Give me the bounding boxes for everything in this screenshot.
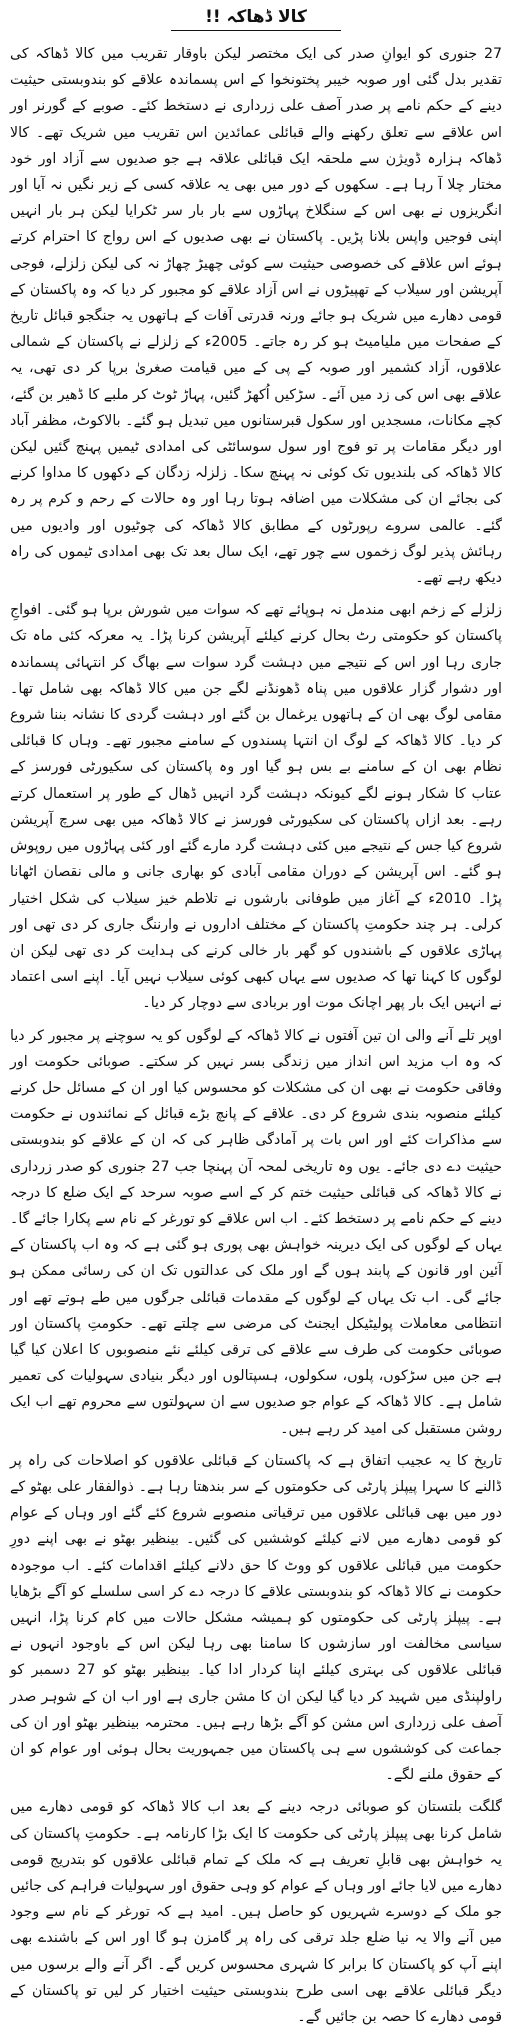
paragraph-3: اوپر تلے آنے والی ان تین آفتوں نے کالا ڈھاکہ کے لوگوں کو یہ سوچنے پر مجبور کر دیا کہ وہ اب مزید اس انداز میں زندگی بسر نہیں کر سکتے۔ صوبائی حکومت اور وفاقی حکومت نے بھی ان کی مشکلات کو محسوس کیا اور ان کے مسائل حل کرنے کیلئے منصوبہ بندی شروع کر دی۔ علاقے کے پانچ بڑے قبائل کے نمائندوں نے حکومت سے مذاکرات کئے اور اس بات پر آمادگی ظاہر کی کہ ان کے علاقے کو بندوبستی حیثیت دے دی جائے۔ یوں وہ تاریخی لمحہ آن پہنچا جب 27 جنوری کو صدر زرداری نے کالا ڈھاکہ کی قبائلی حیثیت ختم کر کے اسے صوبہ سرحد کے ایک ضلع کا درجہ دینے کے حکم نامے پر دستخط کئے۔ اب اس علاقے کو تورغر کے نام سے پکارا جائے گا۔ یہاں کے لوگوں کی ایک دیرینہ خواہش بھی پوری ہو گئی ہے کہ وہ اب پاکستان کے آئین اور قانون کے پابند ہوں گے اور ملک کی عدالتوں تک ان کی رسائی ممکن ہو جائے گی۔ اب تک یہاں کے لوگوں کے مقدمات قبائلی جرگوں میں طے ہوتے تھے اور انتظامی معاملات پولیٹیکل ایجنٹ کی مرضی سے چلتے تھے۔ حکومتِ پاکستان اور صوبائی حکومت کی طرف سے علاقے کی ترقی کیلئے نئے منصوبوں کا اعلان کیا گیا ہے جن میں سڑکوں، پلوں، سکولوں، ہسپتالوں اور دیگر بنیادی سہولیات کی تعمیر شامل ہے۔ کالا ڈھاکہ کے عوام جو صدیوں سے ان سہولتوں سے محروم تھے اب ایک روشن مستقبل کی امید کر رہے ہیں۔ [10,1027,502,1437]
paragraph-4: تاریخ کا یہ عجیب اتفاق ہے کہ پاکستان کے قبائلی علاقوں کو اصلاحات کی راہ پر ڈالنے کا سہرا پیپلز پارٹی کی حکومتوں کے سر بندھتا رہا ہے۔ ذوالفقار علی بھٹو کے دور میں بھی قبائلی علاقوں میں ترقیاتی منصوبے شروع کئے گئے اور وہاں کے عوام کو قومی دھارے میں لانے کیلئے کوششیں کی گئیں۔ بینظیر بھٹو نے بھی اپنے دورِ حکومت میں قبائلی علاقوں کو ووٹ کا حق دلانے کیلئے اقدامات کئے۔ اب موجودہ حکومت نے کالا ڈھاکہ کو بندوبستی علاقے کا درجہ دے کر اسی سلسلے کو آگے بڑھایا ہے۔ پیپلز پارٹی کی حکومتوں کو ہمیشہ مشکل حالات میں کام کرنا پڑا، انہیں سیاسی مخالفت اور سازشوں کا سامنا بھی رہا لیکن اس کے باوجود انہوں نے قبائلی علاقوں کی بہتری کیلئے اپنا کردار ادا کیا۔ بینظیر بھٹو کو 27 دسمبر کو راولپنڈی میں شہید کر دیا گیا لیکن ان کا مشن جاری ہے اور اب ان کے شوہر صدر آصف علی زرداری اس مشن کو آگے بڑھا رہے ہیں۔ محترمہ بینظیر بھٹو اور ان کی جماعت کی کوششوں سے ہی پاکستان میں جمہوریت بحال ہوئی اور عوام کو ان کے حقوق ملنے لگے۔ [10,1452,502,1784]
article-title: کالا ڈھاکہ !! [205,7,307,27]
paragraph-1: 27 جنوری کو ایوانِ صدر کی ایک مختصر لیکن باوقار تقریب میں کالا ڈھاکہ کی تقدیر بدل گئی اور صوبہ خیبر پختونخوا کے اس پسماندہ علاقے کو بندوبستی حیثیت دینے کے حکم نامے پر صدر آصف علی زرداری نے دستخط کئے۔ صوبے کے گورنر اور اس علاقے سے تعلق رکھنے والے قبائلی عمائدین اس تقریب میں شریک تھے۔ کالا ڈھاکہ ہزارہ ڈویژن سے ملحقہ ایک قبائلی علاقہ ہے جو صدیوں سے آزاد اور خود مختار چلا آ رہا ہے۔ سکھوں کے دور میں بھی یہ علاقہ کسی کے زیر نگیں نہ آیا اور انگریزوں نے بھی اس کے سنگلاخ پہاڑوں سے بار بار سر ٹکرایا لیکن ہر بار انہیں اپنی فوجیں واپس بلانا پڑیں۔ پاکستان نے بھی صدیوں کے اس رواج کا احترام کرتے ہوئے اس علاقے کی خصوصی حیثیت سے کوئی چھیڑ چھاڑ نہ کی لیکن زلزلے، فوجی آپریشن اور سیلاب کے تھپیڑوں نے اس آزاد علاقے کو مجبور کر دیا کہ وہ پاکستان کے قومی دھارے میں شریک ہو جائے ورنہ قدرتی آفات کے ہاتھوں یہ جنگجو قبائل تاریخ کے صفحات میں ملیامیٹ ہو کر رہ جاتے۔ 2005ء کے زلزلے نے پاکستان کے شمالی علاقوں، آزاد کشمیر اور صوبہ کے پی کے میں قیامت صغریٰ برپا کر دی تھی، یہ علاقے بھی اس کی زد میں آئے۔ سڑکیں اُکھڑ گئیں، پہاڑ ٹوٹ کر ملبے کا ڈھیر بن گئے، کچے مکانات، مسجدیں اور سکول قبرستانوں میں تبدیل ہو گئے۔ بالاکوٹ، مظفر آباد اور دیگر مقامات پر تو فوج اور سول سوسائٹی کی امدادی ٹیمیں پہنچ گئیں لیکن کالا ڈھاکہ کی بلندیوں تک کوئی نہ پہنچ سکا۔ زلزلہ زدگان کے دکھوں کا مداوا کرنے کی بجائے ان کی مشکلات میں اضافہ ہوتا رہا اور وہ حالات کے رحم و کرم پر رہ گئے۔ عالمی سروے رپورٹوں کے مطابق کالا ڈھاکہ کی چوٹیوں اور وادیوں میں رہائش پذیر لوگ زخموں سے چور تھے، ایک سال بعد تک بھی امدادی ٹیموں کی راہ دیکھ رہے تھے۔ [10,46,502,587]
title-underline [171,30,341,31]
article-body [10,41,502,2030]
paragraph-5: گلگت بلتستان کو صوبائی درجہ دینے کے بعد اب کالا ڈھاکہ کو قومی دھارے میں شامل کرنا بھی پیپلز پارٹی کی حکومت کا ایک بڑا کارنامہ ہے۔ حکومتِ پاکستان کی یہ خواہش بھی قابلِ تعریف ہے کہ ملک کے تمام قبائلی علاقوں کو بتدریج قومی دھارے میں لایا جائے اور وہاں کے عوام کو وہی حقوق اور سہولیات فراہم کی جائیں جو ملک کے دوسرے شہریوں کو حاصل ہیں۔ امید ہے کہ تورغر کے نام سے وجود میں آنے والا یہ نیا ضلع جلد ترقی کی راہ پر گامزن ہو گا اور اس کے باشندے بھی اپنے آپ کو پاکستان کا برابر کا شہری محسوس کریں گے۔ اگر آنے والے برسوں میں دیگر قبائلی علاقے بھی اسی طرح بندوبستی حیثیت اختیار کر لیں تو پاکستان کے قومی دھارے کا حصہ بن جائیں گے۔ [10,1799,502,2026]
paragraph-2: زلزلے کے زخم ابھی مندمل نہ ہوپائے تھے کہ سوات میں شورش برپا ہو گئی۔ افواجِ پاکستان کو حکومتی رٹ بحال کرنے کیلئے آپریشن کرنا پڑا۔ یہ معرکہ کئی ماہ تک جاری رہا اور اس کے نتیجے میں دہشت گرد سوات سے بھاگ کر انتہائی پسماندہ اور دشوار گزار علاقوں میں پناہ ڈھونڈنے لگے جن میں کالا ڈھاکہ بھی شامل تھا۔ مقامی لوگ بھی ان کے ہاتھوں یرغمال بن گئے اور دہشت گردی کا نشانہ بننا شروع کر دیا۔ کالا ڈھاکہ کے لوگ ان انتہا پسندوں کے سامنے مجبور تھے۔ وہاں کا قبائلی نظام بھی ان کے سامنے بے بس ہو گیا اور وہ پاکستان کی سکیورٹی فورسز کے عتاب کا شکار ہونے لگے کیونکہ دہشت گرد انہیں ڈھال کے طور پر استعمال کرتے رہے۔ بعد ازاں پاکستان کی سکیورٹی فورسز نے کالا ڈھاکہ میں بھی سرچ آپریشن شروع کیا جس کے نتیجے میں کئی دہشت گرد مارے گئے اور کئی پہاڑوں میں روپوش ہو گئے۔ اس آپریشن کے دوران مقامی آبادی کو بھاری جانی و مالی نقصان اٹھانا پڑا۔ 2010ء کے آغاز میں طوفانی بارشوں نے تلاطم خیز سیلاب کی شکل اختیار کرلی۔ ہر چند حکومتِ پاکستان کے مختلف اداروں نے وارننگ جاری کر دی تھی اور پہاڑی علاقوں کے باشندوں کو گھر بار خالی کرنے کی ہدایت کر دی تھی لیکن ان لوگوں کا کہنا تھا کہ صدیوں سے یہاں کبھی کوئی سیلاب نہیں آیا۔ اپنے اسی اعتماد نے انہیں ایک بار پھر اچانک موت اور بربادی سے دوچار کر دیا۔ [10,602,502,1012]
